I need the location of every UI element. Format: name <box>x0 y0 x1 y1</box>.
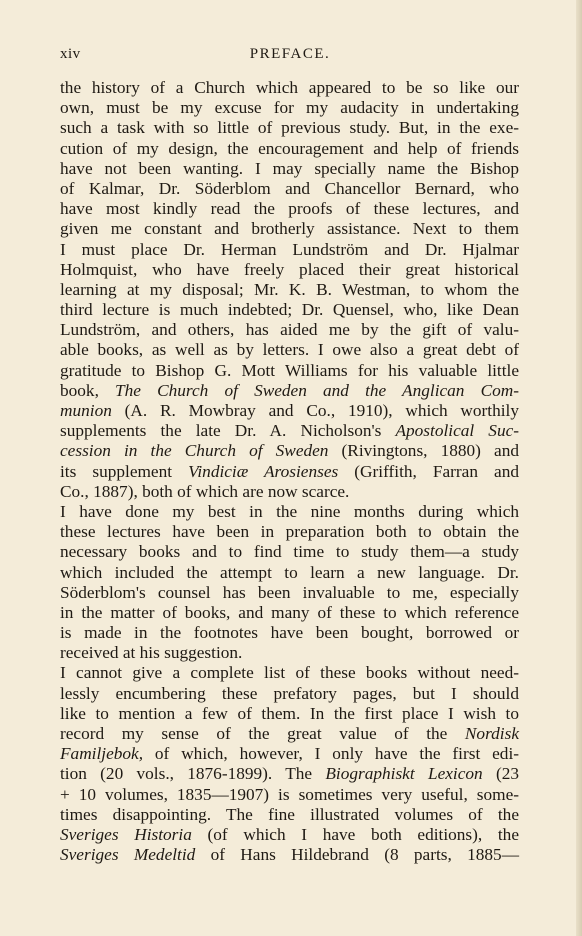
text-segment: supplements the late Dr. A. Nicholson's <box>60 421 396 441</box>
italic-title-text: cession in the Church of Sweden <box>60 441 329 461</box>
text-line <box>60 583 519 603</box>
text-line <box>60 522 519 542</box>
text-line <box>60 744 519 764</box>
text-segment: these lectures have been in preparation both to obtain the <box>60 522 519 542</box>
text-segment: book, <box>60 380 116 400</box>
text-segment: of Kalmar, Dr. Söderblom and Chancellor Bernard, who <box>60 178 519 198</box>
text-line <box>60 361 519 381</box>
text-segment: cution of my design, the encouragement and help of friends <box>60 138 519 158</box>
italic-title-text: Familjebok, <box>60 744 144 764</box>
text-line <box>60 421 519 441</box>
text-line <box>60 542 519 562</box>
text-segment: its supplement <box>60 461 189 481</box>
text-segment: (of which I have both editions), the <box>191 824 519 844</box>
text-line <box>60 219 519 239</box>
text-line <box>60 663 519 683</box>
italic-title-text: Sveriges Medeltid <box>60 845 196 865</box>
page-number: xiv <box>60 46 81 62</box>
text-segment: necessary books and to find time to study them—a study <box>60 542 519 562</box>
text-line <box>60 684 519 704</box>
italic-title-text: Apostolical Suc- <box>395 421 520 441</box>
italic-title-text: Nordisk <box>464 724 519 743</box>
italic-title-text: Sveriges Historia <box>60 824 192 844</box>
text-line <box>60 482 519 502</box>
text-line <box>60 118 519 138</box>
text-line <box>60 199 519 219</box>
text-segment: (Griffith, Farran and <box>338 461 519 481</box>
text-line <box>60 825 519 845</box>
text-segment: in the matter of books, and many of these to which reference <box>60 602 519 622</box>
italic-title-text: Biographiskt Lexicon <box>325 764 483 784</box>
text-segment: gratitude to Bishop G. Mott Williams for his valuable little <box>60 360 519 380</box>
text-segment: (Rivingtons, 1880) and <box>328 441 519 461</box>
text-line <box>60 643 519 663</box>
text-line <box>60 462 519 482</box>
text-segment: is made in the footnotes have been bought, borrowed or <box>60 623 519 643</box>
page-header <box>60 46 520 70</box>
text-segment: Holmquist, who have freely placed their great historical <box>60 259 519 279</box>
text-segment: which included the attempt to learn a new language. Dr. <box>60 562 519 582</box>
text-segment: learning at my disposal; Mr. K. B. Westman, to whom the <box>60 279 519 299</box>
text-line <box>60 98 519 118</box>
text-line <box>60 401 519 421</box>
text-segment: have most kindly read the proofs of these lectures, and <box>60 199 519 219</box>
text-segment: like to mention a few of them. In the first place I wish to <box>60 703 519 723</box>
text-segment: I must place Dr. Herman Lundström and Dr. Hjalmar <box>60 239 519 259</box>
text-line <box>60 159 519 179</box>
italic-title-text: Vindiciæ Arosienses <box>188 461 339 481</box>
text-line <box>60 300 519 320</box>
text-segment: times disappointing. The fine illustrated volumes of the <box>60 804 519 824</box>
text-line <box>60 139 519 159</box>
text-segment: Lundström, and others, has aided me by the gift of valu- <box>60 320 519 340</box>
italic-title-text: The Church of Sweden and the Anglican Com- <box>115 380 519 400</box>
text-segment: (A. R. Mowbray and Co., 1910), which worthily <box>111 401 519 420</box>
text-line <box>60 623 519 643</box>
text-line <box>60 724 519 744</box>
text-segment: of Hans Hildebrand (8 parts, 1885— <box>195 845 519 865</box>
text-segment: received at his suggestion. <box>60 643 243 663</box>
text-line <box>60 785 519 805</box>
text-segment: the history of a Church which appeared to be so like our <box>60 78 519 97</box>
text-line <box>60 502 519 522</box>
text-segment: I cannot give a complete list of these books without need- <box>60 663 519 683</box>
text-segment: record my sense of the great value of the <box>60 724 465 743</box>
text-segment: lessly encumbering these prefatory pages, but I should <box>60 683 519 703</box>
page-edge-shadow <box>576 0 582 936</box>
text-line <box>60 704 519 724</box>
text-line <box>60 603 519 623</box>
text-line <box>60 280 519 300</box>
text-line <box>60 381 519 401</box>
text-line <box>60 179 519 199</box>
text-line <box>60 441 519 461</box>
text-segment: I have done my best in the nine months during which <box>60 501 519 521</box>
preface-body-text <box>60 78 519 865</box>
text-line <box>60 240 519 260</box>
text-segment: Söderblom's counsel has been invaluable to me, especially <box>60 582 519 602</box>
text-line <box>60 563 519 583</box>
italic-title-text: munion <box>60 401 112 420</box>
running-head: PREFACE. <box>249 46 331 62</box>
text-line <box>60 78 519 98</box>
text-segment: + 10 volumes, 1835—1907) is sometimes very useful, some- <box>60 784 519 804</box>
text-segment: third lecture is much indebted; Dr. Quensel, who, like Dean <box>60 300 519 320</box>
text-segment: have not been wanting. I may specially name the Bishop <box>60 158 519 178</box>
text-line <box>60 260 519 280</box>
text-line <box>60 805 519 825</box>
text-segment: Co., 1887), both of which are now scarce. <box>60 481 350 501</box>
text-segment: (23 <box>482 764 520 784</box>
text-segment: tion (20 vols., 1876-1899). The <box>60 764 326 784</box>
text-segment: of which, however, I only have the first edi- <box>143 744 519 764</box>
text-segment: own, must be my excuse for my audacity in undertaking <box>60 98 519 118</box>
text-segment: given me constant and brotherly assistance. Next to them <box>60 219 519 239</box>
text-line <box>60 764 519 784</box>
text-line <box>60 845 519 865</box>
text-line <box>60 320 519 340</box>
text-line <box>60 340 519 360</box>
text-segment: such a task with so little of previous study. But, in the exe- <box>60 118 519 138</box>
text-segment: able books, as well as by letters. I owe also a great debt of <box>60 340 519 360</box>
